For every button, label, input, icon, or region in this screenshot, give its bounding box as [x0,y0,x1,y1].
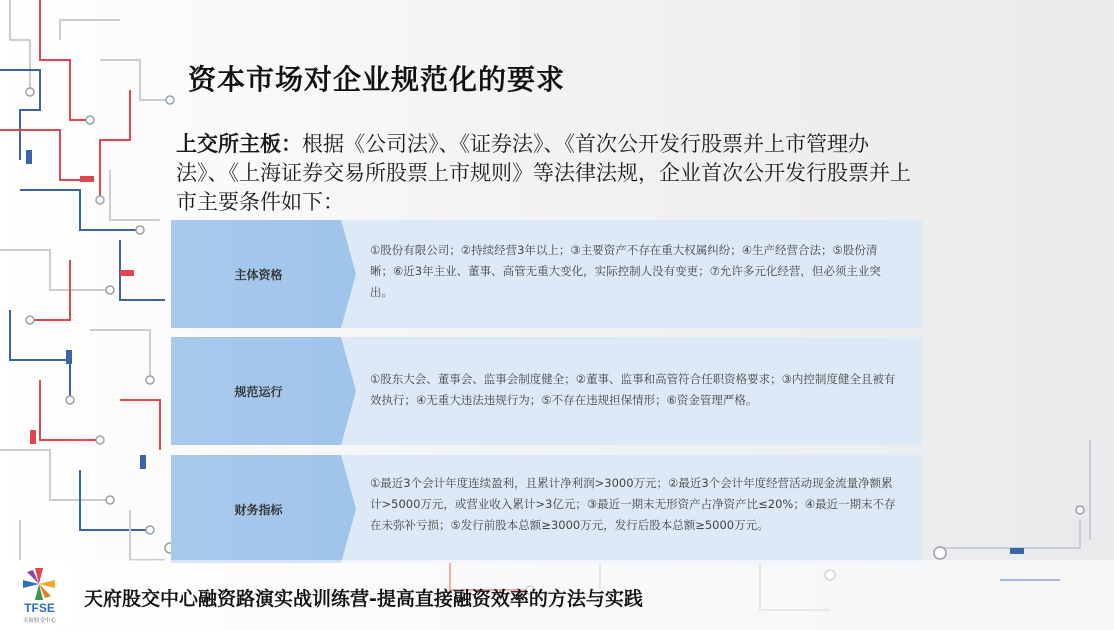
tfse-logo-icon [7,562,72,625]
intro-bold-lead: 上交所主板： [176,132,302,156]
table-row [171,337,922,445]
row-description: ①股份有限公司；②持续经营3年以上；③主要资产不存在重大权属纠纷；④生产经营合法；⑤股份清晰；⑥近3年主业、董事、高管无重大变化，实际控制人没有变更；⑦允许多元化经营，但必须主业突出。 [370,243,881,299]
table-row [171,455,922,563]
row-description: ①股东大会、董事会、监事会制度健全；②董事、监事和高管符合任职资格要求；③内控制度健全且被有效执行；④无重大违法违规行为；⑤不存在违规担保情形；⑥资金管理严格。 [370,372,896,407]
row-label: 规范运行 [234,384,283,399]
row-label: 财务指标 [234,502,283,517]
logo-text: TFSE [24,601,55,615]
table-row [171,220,922,328]
row-label: 主体资格 [234,267,283,282]
tfse-logo [7,562,72,625]
row-description: ①最近3个会计年度连续盈利，且累计净利润>3000万元；②最近3个会计年度经营活动现金流量净额累计>5000万元，或营业收入累计>3亿元；③最近一期末无形资产占净资产比≤20%；④最近一期末不存在未弥补亏损；⑤发行前股本总额≥3000万元，发行后股本总额≥5000万元。 [370,476,896,532]
intro-paragraph [176,130,921,217]
footer-caption: 天府股交中心融资路演实战训练营-提高直接融资效率的方法与实践 [84,588,643,610]
logo-subtext: 天府股交中心 [22,618,57,624]
requirements-table [171,220,922,563]
page-title: 资本市场对企业规范化的要求 [188,63,566,96]
intro-text: 根据《公司法》、《证券法》、《首次公开发行股票并上市管理办法》、《上海证券交易所股票上市规则》等法律法规，企业首次公开发行股票并上市主要条件如下： [176,132,911,214]
